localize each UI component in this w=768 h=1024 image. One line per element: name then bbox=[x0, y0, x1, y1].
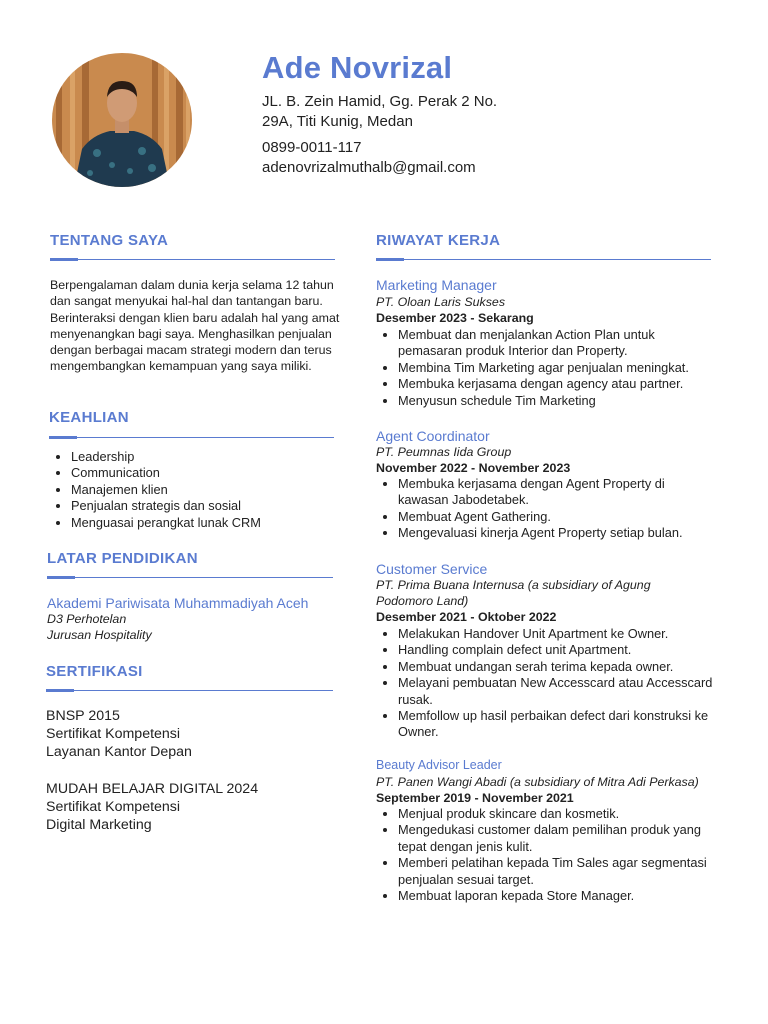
section-divider bbox=[376, 259, 711, 260]
profile-photo bbox=[52, 53, 192, 187]
cert-name: BNSP 2015 bbox=[46, 708, 120, 724]
candidate-name: Ade Novrizal bbox=[262, 50, 453, 85]
work-title: RIWAYAT KERJA bbox=[376, 232, 501, 249]
skill-item: • Penjualan strategis dan sosial bbox=[71, 498, 261, 514]
section-divider bbox=[47, 577, 333, 578]
duty-item: • Melayani pembuatan New Accesscard atau Accesscard rusak. bbox=[398, 675, 718, 708]
duty-item: • Memberi pelatihan kepada Tim Sales agar segmentasi penjualan sesuai target. bbox=[398, 855, 728, 888]
section-accent bbox=[376, 258, 404, 261]
section-divider bbox=[49, 437, 334, 438]
major: Jurusan Hospitality bbox=[47, 628, 152, 642]
section-accent bbox=[46, 689, 74, 692]
skill-item: • Manajemen klien bbox=[71, 482, 261, 498]
cert-type: Sertifikat Kompetensi bbox=[46, 726, 181, 743]
address: JL. B. Zein Hamid, Gg. Perak 2 No. 29A, Titi Kunig, Medan bbox=[262, 93, 498, 130]
section-divider bbox=[50, 259, 335, 260]
cert-field: Digital Marketing bbox=[46, 817, 152, 834]
job-duties bbox=[376, 476, 718, 542]
duty-item: • Membuat undangan serah terima kepada owner. bbox=[398, 659, 718, 675]
job-period: November 2022 - November 2023 bbox=[376, 461, 571, 475]
duty-item: • Membina Tim Marketing agar penjualan meningkat. bbox=[398, 360, 718, 376]
job-title: Beauty Advisor Leader bbox=[376, 758, 502, 772]
skill-item: • Leadership bbox=[71, 449, 261, 465]
job-period: Desember 2021 - Oktober 2022 bbox=[376, 610, 557, 624]
company-name: PT. Oloan Laris Sukses bbox=[376, 295, 506, 309]
about-title: TENTANG SAYA bbox=[50, 232, 169, 249]
company-name: PT. Peumnas Iida Group bbox=[376, 445, 512, 459]
job-duties bbox=[376, 626, 718, 741]
company-name: PT. Prima Buana Internusa (a subsidiary of Agung Podomoro Land) bbox=[376, 578, 651, 609]
duty-item: • Membuat Agent Gathering. bbox=[398, 509, 718, 525]
skill-item: • Menguasai perangkat lunak CRM bbox=[71, 515, 261, 531]
cert-type: Sertifikat Kompetensi bbox=[46, 799, 181, 816]
email-address: adenovrizalmuthalb@gmail.com bbox=[262, 159, 476, 176]
section-accent bbox=[50, 258, 78, 261]
duty-item: • Handling complain defect unit Apartment. bbox=[398, 642, 718, 658]
cert-item bbox=[46, 707, 192, 762]
duty-item: • Membuka kerjasama dengan agency atau partner. bbox=[398, 376, 718, 392]
duty-item: • Membuka kerjasama dengan Agent Property di kawasan Jabodetabek. bbox=[398, 476, 718, 509]
duty-item: • Menjual produk skincare dan kosmetik. bbox=[398, 806, 728, 822]
phone-number: 0899-0011-117 bbox=[262, 139, 362, 156]
section-divider bbox=[46, 690, 333, 691]
certs-title: SERTIFIKASI bbox=[46, 663, 143, 680]
job-title: Marketing Manager bbox=[376, 277, 497, 293]
duty-item: • Mengedukasi customer dalam pemilihan produk yang tepat dengan jenis kulit. bbox=[398, 822, 728, 855]
job-period: Desember 2023 - Sekarang bbox=[376, 311, 534, 325]
cert-field: Layanan Kantor Depan bbox=[46, 744, 192, 761]
section-accent bbox=[47, 576, 75, 579]
company-name: PT. Panen Wangi Abadi (a subsidiary of Mitra Adi Perkasa) bbox=[376, 775, 699, 789]
duty-item: • Mengevaluasi kinerja Agent Property setiap bulan. bbox=[398, 525, 718, 541]
skills-list bbox=[49, 449, 261, 531]
skill-item: • Communication bbox=[71, 465, 261, 481]
job-title: Agent Coordinator bbox=[376, 428, 490, 444]
job-duties bbox=[376, 327, 718, 409]
job-period: September 2019 - November 2021 bbox=[376, 791, 574, 805]
about-text: Berpengalaman dalam dunia kerja selama 12 tahun dan sangat menyukai hal-hal dan tantangan baru. Berinteraksi dengan klien baru adalah hal yang amat menyenangkan bagi saya. Menghasilkan penjualan dengan berbagai macam strategi modern dan terus mengembangkan kemampuan yang saya miliki. bbox=[50, 278, 340, 374]
education-title: LATAR PENDIDIKAN bbox=[47, 550, 198, 567]
job-title: Customer Service bbox=[376, 561, 488, 577]
duty-item: • Membuat laporan kepada Store Manager. bbox=[398, 888, 728, 904]
skills-title: KEAHLIAN bbox=[49, 409, 129, 426]
school-name: Akademi Pariwisata Muhammadiyah Aceh bbox=[47, 595, 309, 611]
job-duties bbox=[376, 806, 728, 904]
duty-item: • Membuat dan menjalankan Action Plan untuk pemasaran produk Interior dan Property. bbox=[398, 327, 718, 360]
duty-item: • Memfollow up hasil perbaikan defect dari konstruksi ke Owner. bbox=[398, 708, 718, 741]
cert-item bbox=[46, 780, 258, 835]
section-accent bbox=[49, 436, 77, 439]
cert-name: MUDAH BELAJAR DIGITAL 2024 bbox=[46, 781, 259, 797]
degree: D3 Perhotelan bbox=[47, 612, 127, 626]
duty-item: • Menyusun schedule Tim Marketing bbox=[398, 393, 718, 409]
duty-item: • Melakukan Handover Unit Apartment ke Owner. bbox=[398, 626, 718, 642]
